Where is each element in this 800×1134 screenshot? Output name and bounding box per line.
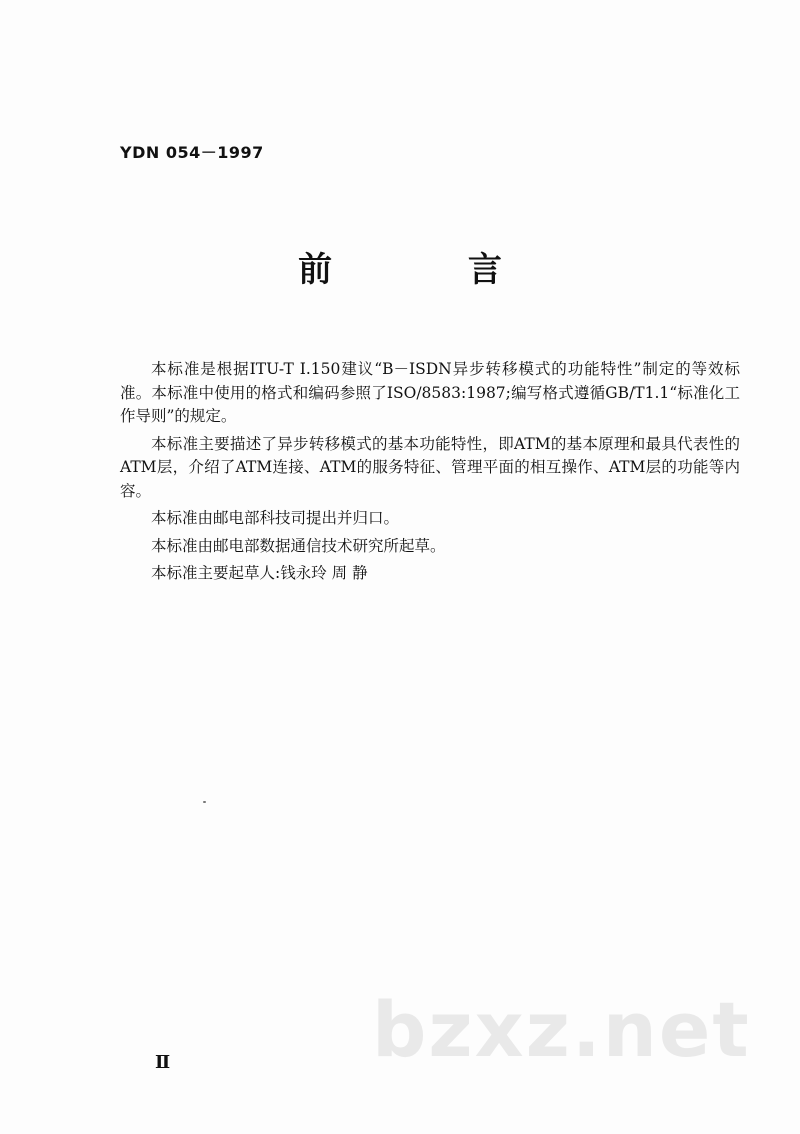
scan-speck bbox=[203, 801, 206, 803]
paragraph-basis: 本标准是根据ITU-T I.150建议“B－ISDN异步转移模式的功能特性”制定的等效标准。本标准中使用的格式和编码参照了ISO/8583:1987;编写格式遵循GB/T1.1“标准化工作导则”的规定。 bbox=[120, 360, 740, 425]
page-title: 前 言 bbox=[298, 250, 564, 290]
paragraph-content: 本标准主要描述了异步转移模式的基本功能特性，即ATM的基本原理和最具代表性的ATM层，介绍了ATM连接、ATM的服务特征、管理平面的相互操作、ATM层的功能等内容。 bbox=[120, 434, 740, 500]
page-number: Ⅱ bbox=[155, 1052, 171, 1073]
foreword-body bbox=[120, 358, 740, 590]
standard-code: YDN 054－1997 bbox=[120, 143, 264, 162]
watermark-logo: bzxz.net bbox=[372, 985, 751, 1074]
paragraph-proposer: 本标准由邮电部科技司提出并归口。 bbox=[151, 509, 400, 527]
paragraph-authors: 本标准主要起草人:钱永玲 周 静 bbox=[151, 564, 368, 582]
paragraph-drafter: 本标准由邮电部数据通信技术研究所起草。 bbox=[151, 536, 446, 555]
